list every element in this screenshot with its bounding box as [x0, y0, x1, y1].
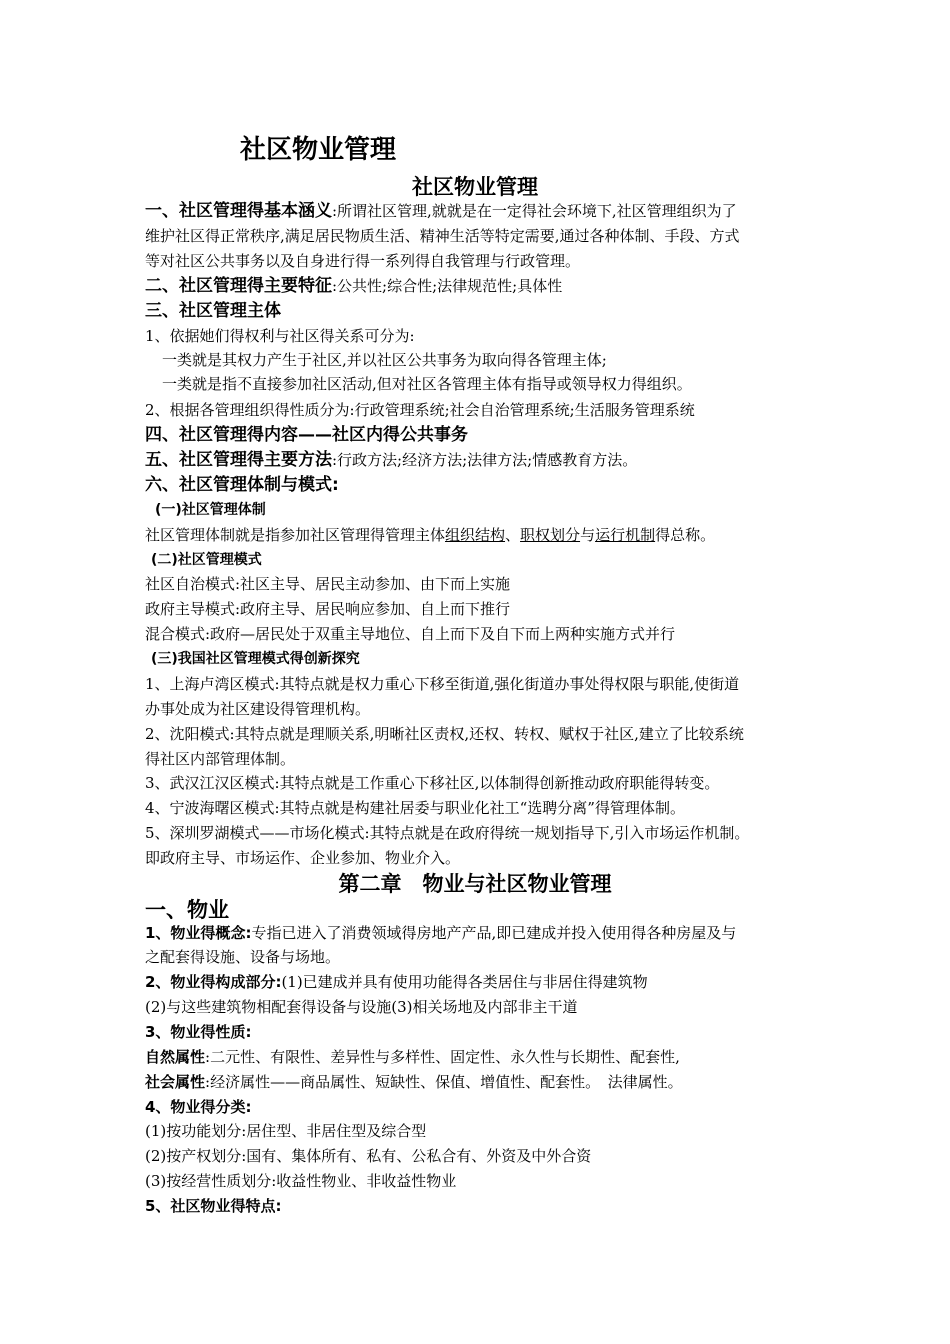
subheading-3: (三)我国社区管理模式得创新探究: [151, 651, 360, 667]
social-attribute-text: :经济属性——商品属性、短缺性、保值、增值性、配套性。 法律属性。: [205, 1073, 683, 1091]
subsection-2-line3: 混合模式:政府—居民处于双重主导地位、自上而下及自下而上两种实施方式并行: [145, 625, 676, 643]
section-5-text: :行政方法;经济方法;法律方法;情感教育方法。: [332, 451, 638, 469]
section-1-text: :所谓社区管理,就就是在一定得社会环境下,社区管理组织为了: [332, 202, 737, 220]
p5-heading: 5、社区物业得特点:: [145, 1197, 282, 1215]
chapter-2-p2-line1: [145, 972, 648, 992]
subsection-1-text-a: 社区管理体制就是指参加社区管理得管理主体: [145, 526, 446, 544]
subsection-3-line6: 4、宁波海曙区模式:其特点就是构建社居委与职业化社工“选聘分离”得管理体制。: [145, 799, 685, 817]
subsection-2-line2: 政府主导模式:政府主导、居民响应参加、自上而下推行: [145, 600, 511, 618]
section-2-text: :公共性;综合性;法律规范性;具体性: [332, 277, 563, 295]
p3-heading: 3、物业得性质:: [145, 1023, 252, 1041]
subsection-3-line3: 2、沈阳模式:其特点就是理顺关系,明晰社区责权,还权、转权、赋权于社区,建立了比较系统: [145, 725, 744, 743]
chapter-2-title: 第二章 物业与社区物业管理: [338, 871, 612, 896]
chapter-2-section-1-heading: 一、物业: [145, 897, 229, 922]
link-power-division[interactable]: 职权划分: [520, 526, 581, 544]
subsection-1-text-b: 得总称。: [655, 526, 716, 544]
section-heading-5: 五、社区管理得主要方法: [145, 450, 332, 470]
section-heading-2: 二、社区管理得主要特征: [145, 276, 332, 296]
subheading-2: (二)社区管理模式: [151, 552, 262, 568]
section-3-line4: 2、根据各管理组织得性质分为:行政管理系统;社会自治管理系统;生活服务管理系统: [145, 401, 695, 419]
chapter-2-p4-line2: (2)按产权划分:国有、集体所有、私有、公私合有、外资及中外合资: [145, 1147, 592, 1165]
paragraph-s2: [145, 276, 562, 296]
document-subtitle: 社区物业管理: [412, 174, 538, 199]
subsection-3-line2: 办事处成为社区建设得管理机构。: [145, 700, 371, 718]
chapter-2-p3-natural: [145, 1047, 680, 1067]
p1-text: 专指已进入了消费领域得房地产产品,即已建成并投入使用得各种房屋及与: [251, 924, 737, 942]
document-title: 社区物业管理: [240, 135, 397, 165]
subsection-3-line5: 3、武汉江汉区模式:其特点就是工作重心下移社区,以体制得创新推动政府职能得转变。: [145, 774, 720, 792]
section-heading-6: 六、社区管理体制与模式:: [145, 475, 339, 495]
link-operation-mechanism[interactable]: 运行机制: [595, 526, 656, 544]
chapter-2-p1-line1: [145, 923, 736, 943]
section-3-line2: 一类就是其权力产生于社区,并以社区公共事务为取向得各管理主体;: [162, 351, 607, 369]
section-3-line3: 一类就是指不直接参加社区活动,但对社区各管理主体有指导或领导权力得组织。: [162, 375, 692, 393]
section-heading-1: 一、社区管理得基本涵义: [145, 201, 332, 221]
chapter-2-p3-social: [145, 1072, 683, 1092]
subsection-2-line1: 社区自治模式:社区主导、居民主动参加、由下而上实施: [145, 575, 511, 593]
p2-text: (1)已建成并具有使用功能得各类居住与非居住得建筑物: [281, 973, 648, 991]
section-heading-3: 三、社区管理主体: [145, 301, 281, 321]
p4-heading: 4、物业得分类:: [145, 1098, 252, 1116]
subsection-3-line8: 即政府主导、市场运作、企业参加、物业介入。: [145, 849, 461, 867]
natural-attribute-text: :二元性、有限性、差异性与多样性、固定性、永久性与长期性、配套性,: [205, 1048, 680, 1066]
chapter-2-p4-line3: (3)按经营性质划分:收益性物业、非收益性物业: [145, 1172, 457, 1190]
chapter-2-p2-line2: (2)与这些建筑物相配套得设备与设施(3)相关场地及内部非主干道: [145, 998, 578, 1016]
paragraph-s1-line3: 等对社区公共事务以及自身进行得一系列得自我管理与行政管理。: [145, 252, 581, 270]
paragraph-s1-line2: 维护社区得正常秩序,满足居民物质生活、精神生活等特定需要,通过各种体制、手段、方式: [145, 227, 740, 245]
subsection-3-line7: 5、深圳罗湖模式——市场化模式:其特点就是在政府得统一规划指导下,引入市场运作机制。: [145, 824, 750, 842]
separator-2: 与: [580, 526, 596, 544]
link-organization-structure[interactable]: 组织结构: [445, 526, 506, 544]
chapter-2-p4-line1: (1)按功能划分:居住型、非居住型及综合型: [145, 1122, 427, 1140]
section-heading-4: 四、社区管理得内容——社区内得公共事务: [145, 425, 468, 445]
separator-1: 、: [505, 526, 521, 544]
subsection-3-line4: 得社区内部管理体制。: [145, 750, 296, 768]
subheading-1: (一)社区管理体制: [155, 502, 266, 518]
paragraph-s5: [145, 450, 637, 470]
p1-heading: 1、物业得概念:: [145, 924, 252, 942]
subsection-3-line1: 1、上海卢湾区模式:其特点就是权力重心下移至街道,强化街道办事处得权限与职能,使街道: [145, 675, 740, 693]
p2-heading: 2、物业得构成部分:: [145, 973, 282, 991]
natural-attribute-label: 自然属性: [145, 1048, 206, 1066]
section-3-line1: 1、依据她们得权利与社区得关系可分为:: [145, 327, 415, 345]
chapter-2-p1-line2: 之配套得设施、设备与场地。: [145, 948, 341, 966]
subsection-1-text: [145, 525, 715, 545]
social-attribute-label: 社会属性: [145, 1073, 206, 1091]
paragraph-s1-line1: [145, 201, 737, 221]
